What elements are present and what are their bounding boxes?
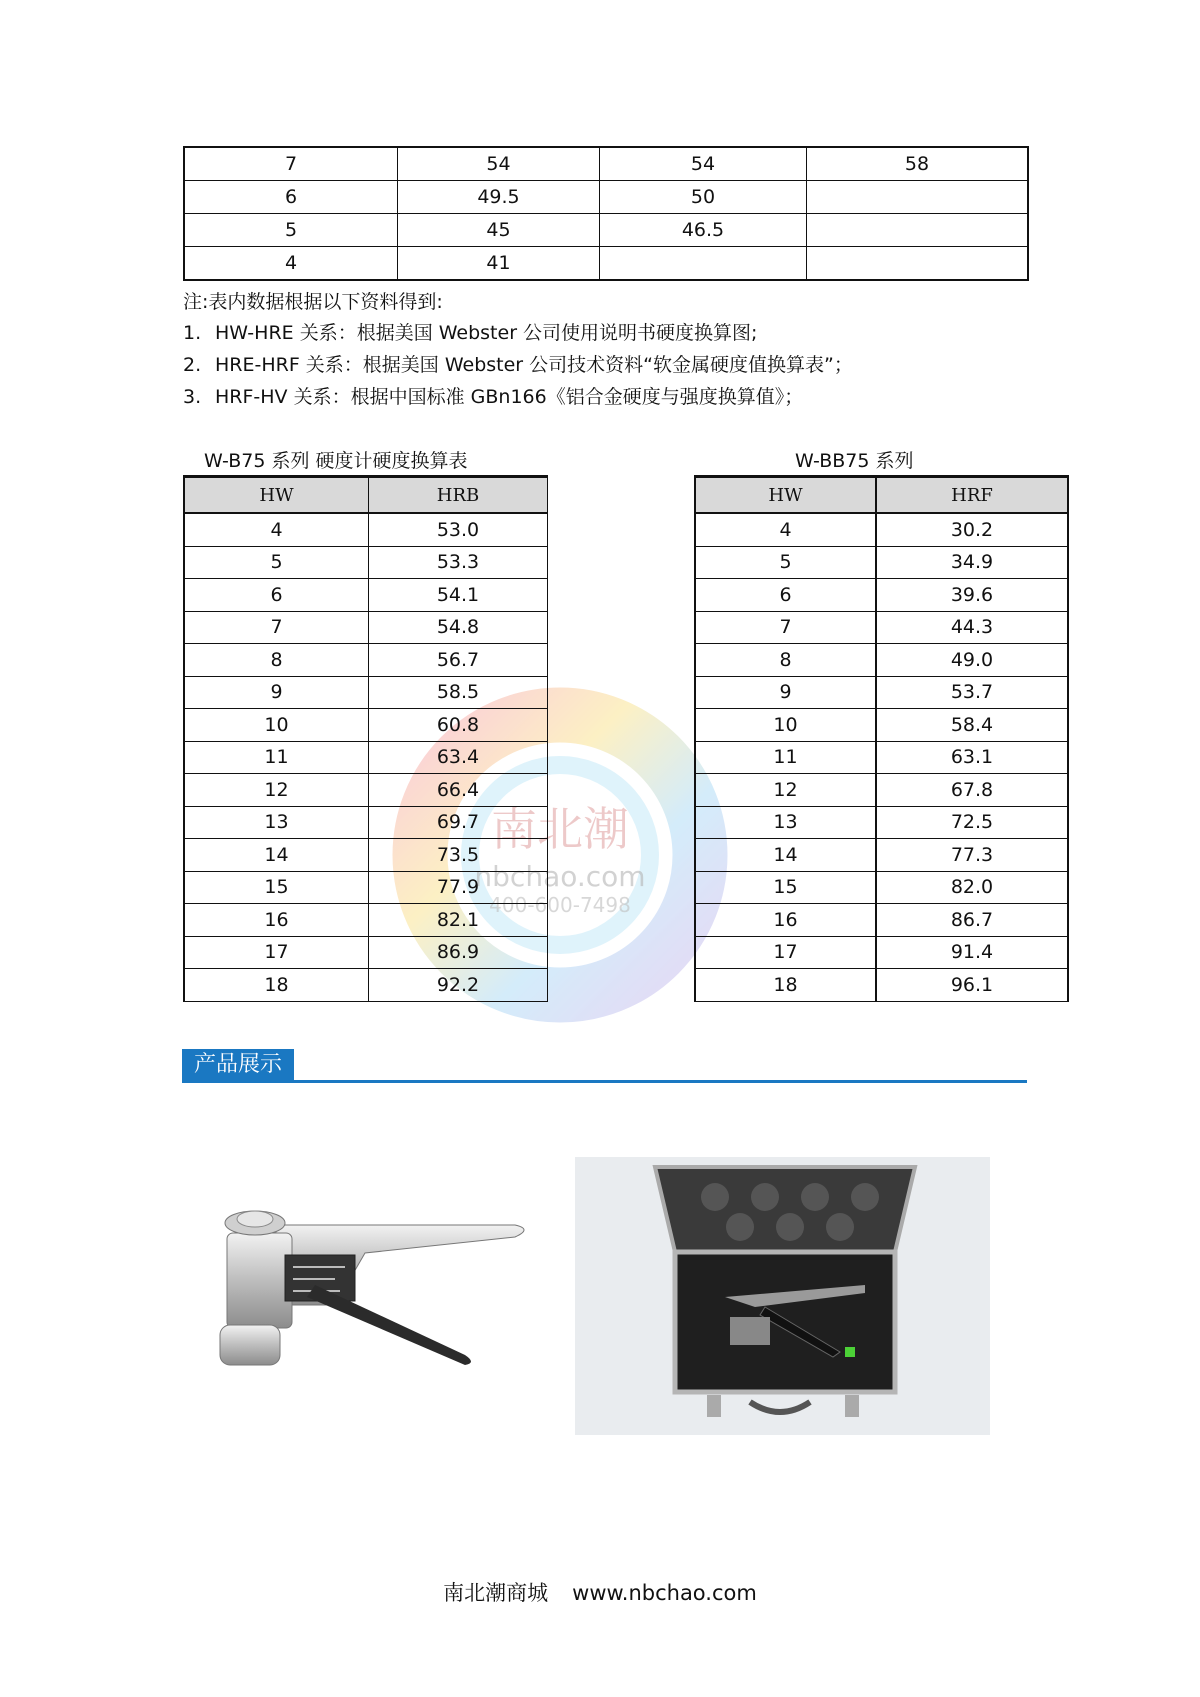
table-row — [695, 513, 1068, 546]
table-row — [184, 247, 1028, 281]
table-row — [695, 709, 1068, 742]
table-cell: 8 — [184, 644, 369, 677]
table-cell: 7 — [184, 147, 398, 181]
table-row — [184, 969, 548, 1002]
table-cell: 10 — [695, 709, 876, 742]
table-cell: 5 — [695, 546, 876, 579]
table-cell: 15 — [695, 871, 876, 904]
table-cell: 56.7 — [369, 644, 548, 677]
table-cell: 12 — [695, 774, 876, 807]
note-item-3: 3. HRF-HV 关系：根据中国标准 GBn166《铝合金硬度与强度换算值》； — [183, 386, 804, 408]
watermark-domain: nbchao.com — [474, 860, 646, 893]
watermark-phone: 400-600-7498 — [489, 893, 631, 917]
table-row — [695, 741, 1068, 774]
table-cell: 77.9 — [369, 871, 548, 904]
section-divider — [182, 1080, 1027, 1083]
table-row — [184, 214, 1028, 247]
table-cell: 7 — [695, 611, 876, 644]
table-cell: 30.2 — [876, 513, 1068, 546]
table-row — [184, 546, 548, 579]
table-cell: 13 — [695, 806, 876, 839]
table-row — [184, 147, 1028, 181]
table-w-bb75 — [694, 475, 1069, 1002]
table-row — [184, 709, 548, 742]
table-row — [695, 546, 1068, 579]
table-cell: 14 — [695, 839, 876, 872]
table-cell: 92.2 — [369, 969, 548, 1002]
table-row — [695, 904, 1068, 937]
table-w-b75 — [183, 475, 548, 1002]
table-cell: 86.9 — [369, 936, 548, 969]
note-item-2: 2. HRE-HRF 关系：根据美国 Webster 公司技术资料“软金属硬度值换算表”； — [183, 354, 853, 376]
table-cell — [807, 247, 1029, 281]
table-cell: 7 — [184, 611, 369, 644]
table-cell: 14 — [184, 839, 369, 872]
note-title: 注:表内数据根据以下资料得到: — [183, 291, 443, 313]
table-cell: 53.0 — [369, 513, 548, 546]
table-cell: 39.6 — [876, 579, 1068, 612]
table-cell: 17 — [695, 936, 876, 969]
table-bb75-caption: W-BB75 系列 — [795, 450, 914, 472]
table-cell: 4 — [695, 513, 876, 546]
col-header-hrb: HRB — [369, 477, 548, 514]
table-row — [184, 181, 1028, 214]
table-cell: 67.8 — [876, 774, 1068, 807]
table-cell: 4 — [184, 513, 369, 546]
footer-site-name: 南北潮商城 — [443, 1581, 549, 1605]
table-row — [184, 644, 548, 677]
table-cell: 45 — [398, 214, 600, 247]
table-cell: 54 — [600, 147, 807, 181]
table-cell: 11 — [184, 741, 369, 774]
table-row — [695, 676, 1068, 709]
table-cell: 50 — [600, 181, 807, 214]
table-row — [695, 969, 1068, 1002]
table-cell: 63.1 — [876, 741, 1068, 774]
table-cell: 5 — [184, 546, 369, 579]
table-cell: 9 — [695, 676, 876, 709]
table-cell: 46.5 — [600, 214, 807, 247]
table-cell: 17 — [184, 936, 369, 969]
table-cell — [807, 214, 1029, 247]
table-cell: 60.8 — [369, 709, 548, 742]
table-row — [184, 611, 548, 644]
table-cell: 13 — [184, 806, 369, 839]
col-header-hw: HW — [184, 477, 369, 514]
hardness-table-top — [183, 146, 1029, 281]
table-cell: 54 — [398, 147, 600, 181]
table-cell: 91.4 — [876, 936, 1068, 969]
table-cell: 16 — [184, 904, 369, 937]
table-cell: 69.7 — [369, 806, 548, 839]
table-cell: 86.7 — [876, 904, 1068, 937]
table-cell: 18 — [695, 969, 876, 1002]
table-cell: 63.4 — [369, 741, 548, 774]
table-row — [695, 644, 1068, 677]
table-cell: 53.7 — [876, 676, 1068, 709]
table-row — [184, 871, 548, 904]
table-cell — [807, 181, 1029, 214]
table-row — [184, 839, 548, 872]
table-cell: 10 — [184, 709, 369, 742]
table-cell: 4 — [184, 247, 398, 281]
page-footer — [0, 1577, 1200, 1607]
table-cell: 77.3 — [876, 839, 1068, 872]
table-cell: 54.8 — [369, 611, 548, 644]
table-row — [695, 936, 1068, 969]
table-cell: 58 — [807, 147, 1029, 181]
table-cell: 11 — [695, 741, 876, 774]
table-cell: 16 — [695, 904, 876, 937]
table-cell: 5 — [184, 214, 398, 247]
table-row — [184, 741, 548, 774]
table-cell: 73.5 — [369, 839, 548, 872]
table-row — [695, 774, 1068, 807]
product-photo-case — [575, 1157, 990, 1435]
table-row — [184, 936, 548, 969]
table-row — [695, 839, 1068, 872]
product-photo-tester — [215, 1185, 535, 1385]
table-cell: 58.4 — [876, 709, 1068, 742]
table-row — [695, 611, 1068, 644]
table-cell: 82.0 — [876, 871, 1068, 904]
table-cell: 8 — [695, 644, 876, 677]
watermark-brand: 南北潮 — [491, 802, 629, 856]
footer-url[interactable]: www.nbchao.com — [572, 1581, 757, 1605]
table-cell: 6 — [184, 579, 369, 612]
table-cell: 41 — [398, 247, 600, 281]
table-cell: 82.1 — [369, 904, 548, 937]
table-cell: 49.0 — [876, 644, 1068, 677]
table-row — [695, 871, 1068, 904]
table-row — [184, 676, 548, 709]
table-cell: 6 — [695, 579, 876, 612]
col-header-hw: HW — [695, 477, 876, 514]
table-cell: 66.4 — [369, 774, 548, 807]
table-row — [695, 806, 1068, 839]
table-row — [184, 806, 548, 839]
table-cell: 49.5 — [398, 181, 600, 214]
table-cell: 6 — [184, 181, 398, 214]
table-cell: 9 — [184, 676, 369, 709]
table-cell — [600, 247, 807, 281]
table-cell: 12 — [184, 774, 369, 807]
table-row — [184, 579, 548, 612]
table-cell: 72.5 — [876, 806, 1068, 839]
table-cell: 18 — [184, 969, 369, 1002]
table-cell: 58.5 — [369, 676, 548, 709]
note-item-1: 1. HW-HRE 关系：根据美国 Webster 公司使用说明书硬度换算图; — [183, 322, 758, 344]
section-title: 产品展示 — [182, 1049, 294, 1081]
table-cell: 54.1 — [369, 579, 548, 612]
table-cell: 53.3 — [369, 546, 548, 579]
table-row — [184, 904, 548, 937]
table-b75-caption: W-B75 系列 硬度计硬度换算表 — [204, 450, 468, 472]
table-cell: 96.1 — [876, 969, 1068, 1002]
table-row — [184, 513, 548, 546]
table-cell: 44.3 — [876, 611, 1068, 644]
table-row — [695, 579, 1068, 612]
table-row — [184, 774, 548, 807]
table-cell: 15 — [184, 871, 369, 904]
col-header-hrf: HRF — [876, 477, 1068, 514]
table-cell: 34.9 — [876, 546, 1068, 579]
